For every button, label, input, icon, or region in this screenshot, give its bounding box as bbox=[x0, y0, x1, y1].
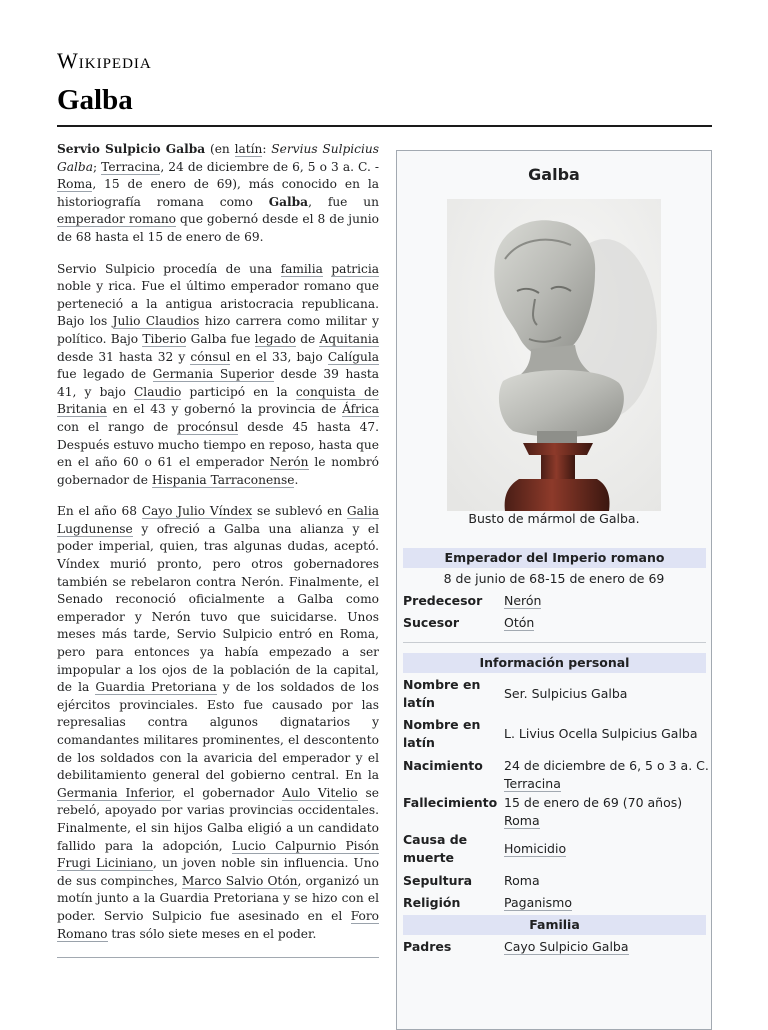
image-caption: Busto de mármol de Galba. bbox=[468, 511, 640, 526]
article-bottom-divider bbox=[57, 957, 379, 958]
article-link[interactable]: legado bbox=[254, 331, 296, 346]
text-run: participó en la bbox=[181, 384, 296, 399]
sucesor-link[interactable]: Otón bbox=[504, 615, 535, 630]
article-link[interactable]: África bbox=[342, 402, 379, 417]
bust-illustration bbox=[447, 199, 661, 511]
padres-label: Padres bbox=[403, 939, 452, 954]
religion-link[interactable]: Paganismo bbox=[504, 895, 572, 910]
text-run: le nombró gobernador de bbox=[57, 455, 379, 487]
text-run: , 24 de diciembre de 6, 5 o 3 a. C. - bbox=[160, 159, 380, 174]
text-run: de bbox=[296, 331, 320, 346]
text-run: se sublevó en bbox=[252, 504, 347, 519]
page-title: Galba bbox=[57, 84, 133, 116]
text-run: con el rango de bbox=[57, 419, 178, 434]
section-header-personal: Información personal bbox=[403, 653, 706, 673]
sucesor-label: Sucesor bbox=[403, 615, 459, 630]
predecesor-link[interactable]: Nerón bbox=[504, 593, 542, 608]
fallecimiento-place-link[interactable]: Roma bbox=[504, 813, 540, 828]
text-run: desde 31 hasta 32 y bbox=[57, 349, 191, 364]
article-link[interactable]: Tiberio bbox=[142, 331, 187, 346]
paragraph-1 bbox=[57, 141, 379, 247]
nombre-latin-value-2: L. Livius Ocella Sulpicius Galba bbox=[504, 726, 698, 741]
nacimiento-value bbox=[504, 757, 709, 793]
causa-muerte-value bbox=[504, 840, 709, 858]
text-run: , organizó un motín junto a la Guardia Pretoriana y se hizo con el poder. Servio Sulpicio fue asesinado en el bbox=[57, 873, 379, 923]
sucesor-value bbox=[504, 614, 709, 632]
padres-link[interactable]: Cayo Sulpicio Galba bbox=[504, 939, 629, 954]
text-run: , 15 de enero de 69), más conocido en la historiografía romana como bbox=[57, 177, 379, 209]
fallecimiento-date: 15 de enero de 69 (70 años) bbox=[504, 795, 683, 810]
article-link[interactable]: familia bbox=[280, 261, 323, 276]
article-link[interactable]: cónsul bbox=[190, 349, 231, 364]
article-link[interactable]: Germania Inferior bbox=[57, 785, 172, 800]
nacimiento-place-link[interactable]: Terracina bbox=[504, 776, 561, 791]
text-run: y de los soldados de los ejércitos provinciales. Esto fue causado por las represalias contra algunos dignatarios y comandantes militares prominentes, el descontento de los soldados con la avaricia del emperador y el debilitamiento general del gobierno central. En la bbox=[57, 680, 379, 783]
fallecimiento-value bbox=[504, 794, 709, 830]
article-link[interactable]: Guardia Pretoriana bbox=[95, 680, 217, 695]
article-link[interactable]: Aquitania bbox=[319, 331, 379, 346]
text-run: , fue un bbox=[308, 194, 379, 209]
text-run: se rebeló, apoyado por varias provincias occidentales. Finalmente, el sin hijos Galba eligió a un candidato fallido para la adopción, bbox=[57, 785, 379, 853]
article-link[interactable]: Terracina bbox=[101, 159, 161, 174]
text-run: : bbox=[262, 142, 272, 156]
fallecimiento-label: Fallecimiento bbox=[403, 795, 498, 810]
text-run: ; bbox=[92, 159, 102, 174]
section-header-label: Emperador del Imperio romano bbox=[444, 550, 665, 565]
article-link[interactable]: conquista de Britania bbox=[57, 384, 379, 417]
infobox-title: Galba bbox=[528, 165, 580, 184]
article-link[interactable]: Lucio Calpurnio Pisón Frugi Liciniano bbox=[57, 838, 380, 871]
article-link[interactable]: Julio Claudios bbox=[112, 314, 200, 329]
text-run: noble y rica. Fue el último emperador romano que perteneció a la antigua aristocracia republicana. Bajo los bbox=[57, 279, 379, 329]
text-run: En el año 68 bbox=[57, 504, 142, 519]
religion-value bbox=[504, 894, 709, 912]
reign-dates: 8 de junio de 68-15 de enero de 69 bbox=[443, 571, 665, 586]
article-link[interactable]: Marco Salvio Otón bbox=[181, 873, 298, 888]
text-run: tras sólo siete meses en el poder. bbox=[107, 926, 317, 941]
infobox bbox=[396, 150, 712, 1030]
infobox-divider bbox=[403, 642, 706, 643]
article-link[interactable]: Hispania Tarraconense bbox=[151, 472, 295, 487]
causa-muerte-label: Causa de muerte bbox=[403, 832, 468, 865]
wikipedia-logo[interactable] bbox=[57, 48, 152, 74]
text-run: Servio Sulpicio procedía de una bbox=[57, 261, 281, 276]
nacimiento-label: Nacimiento bbox=[403, 758, 483, 773]
text-run: (en bbox=[205, 142, 235, 156]
text-run: y ofreció a Galba una alianza y el poder imperial, quien, tras algunas dudas, aceptó. Víndex murió pronto, pero otros gobernadores también se rebelaron contra Nerón. Finalmente, el Senado reconoció oficialmente a Galba como emperador y Nerón tuvo que suicidarse. Unos meses más tarde, Servio Sulpicio entró en Roma, pero para entonces ya había empezado a ser impopular a los ojos de la población de la capital, de la bbox=[57, 521, 379, 695]
paragraph-2 bbox=[57, 261, 379, 490]
text-run: desde 45 hasta 47. Después estuvo mucho tiempo en reposo, hasta que en el año 60 o 61 el emperador bbox=[57, 419, 379, 470]
text-run: desde 39 hasta 41, y bajo bbox=[57, 367, 379, 399]
nombre-latin-label-2: Nombre en latín bbox=[403, 717, 481, 750]
text-run: , un joven noble sin influencia. Uno de sus compinches, bbox=[57, 856, 379, 888]
section-header-familia: Familia bbox=[403, 915, 706, 935]
padres-value bbox=[504, 938, 709, 956]
text-run: en el 33, bajo bbox=[230, 349, 328, 364]
paragraph-3 bbox=[57, 503, 379, 943]
bold-text: Servio Sulpicio Galba bbox=[57, 142, 206, 156]
article-link[interactable]: Galia Lugdunense bbox=[57, 504, 379, 536]
text-run: que gobernó desde el 8 de junio de 68 hasta el 15 de enero de 69. bbox=[57, 212, 379, 244]
bust-image[interactable] bbox=[447, 199, 661, 511]
text-run: hizo carrera como militar y político. Bajo bbox=[57, 314, 380, 346]
sepultura-label: Sepultura bbox=[403, 873, 473, 888]
nacimiento-date: 24 de diciembre de 6, 5 o 3 a. C. bbox=[504, 758, 709, 773]
article-link[interactable]: Aulo Vitelio bbox=[282, 785, 358, 800]
article-body bbox=[57, 141, 379, 957]
nombre-latin-value-1: Ser. Sulpicius Galba bbox=[504, 686, 628, 701]
article-link[interactable]: Roma bbox=[57, 177, 93, 192]
sepultura-value: Roma bbox=[504, 873, 540, 888]
text-run: . bbox=[294, 472, 299, 487]
religion-label: Religión bbox=[403, 895, 461, 910]
section-header-emperador[interactable] bbox=[403, 548, 706, 568]
italic-text: Servius Sulpicius Galba bbox=[57, 142, 379, 174]
text-run: , el gobernador bbox=[171, 785, 283, 800]
article-link[interactable]: Claudio bbox=[133, 384, 182, 399]
article-link[interactable]: Nerón bbox=[269, 455, 309, 470]
predecesor-value bbox=[504, 592, 709, 610]
article-link[interactable]: Calígula bbox=[327, 349, 380, 364]
nombre-latin-label-1: Nombre en latín bbox=[403, 677, 481, 710]
causa-muerte-link[interactable]: Homicidio bbox=[504, 841, 567, 856]
article-link[interactable]: Cayo Julio Víndex bbox=[141, 504, 253, 519]
predecesor-label: Predecesor bbox=[403, 593, 483, 608]
article-link[interactable]: patricia bbox=[331, 261, 379, 276]
text-run: en el 43 y gobernó la provincia de bbox=[106, 402, 343, 417]
article-link[interactable]: latín bbox=[234, 142, 263, 156]
logo-text: Wikipedia bbox=[57, 48, 152, 73]
article-link[interactable]: procónsul bbox=[177, 419, 239, 434]
title-divider bbox=[57, 125, 712, 127]
article-link[interactable]: emperador romano bbox=[57, 212, 177, 227]
bold-text: Galba bbox=[268, 194, 309, 209]
article-link[interactable]: Germania Superior bbox=[152, 367, 274, 382]
text-run: fue legado de bbox=[57, 367, 153, 382]
text-run: Galba fue bbox=[186, 331, 255, 346]
article-link[interactable]: Foro Romano bbox=[57, 908, 379, 941]
